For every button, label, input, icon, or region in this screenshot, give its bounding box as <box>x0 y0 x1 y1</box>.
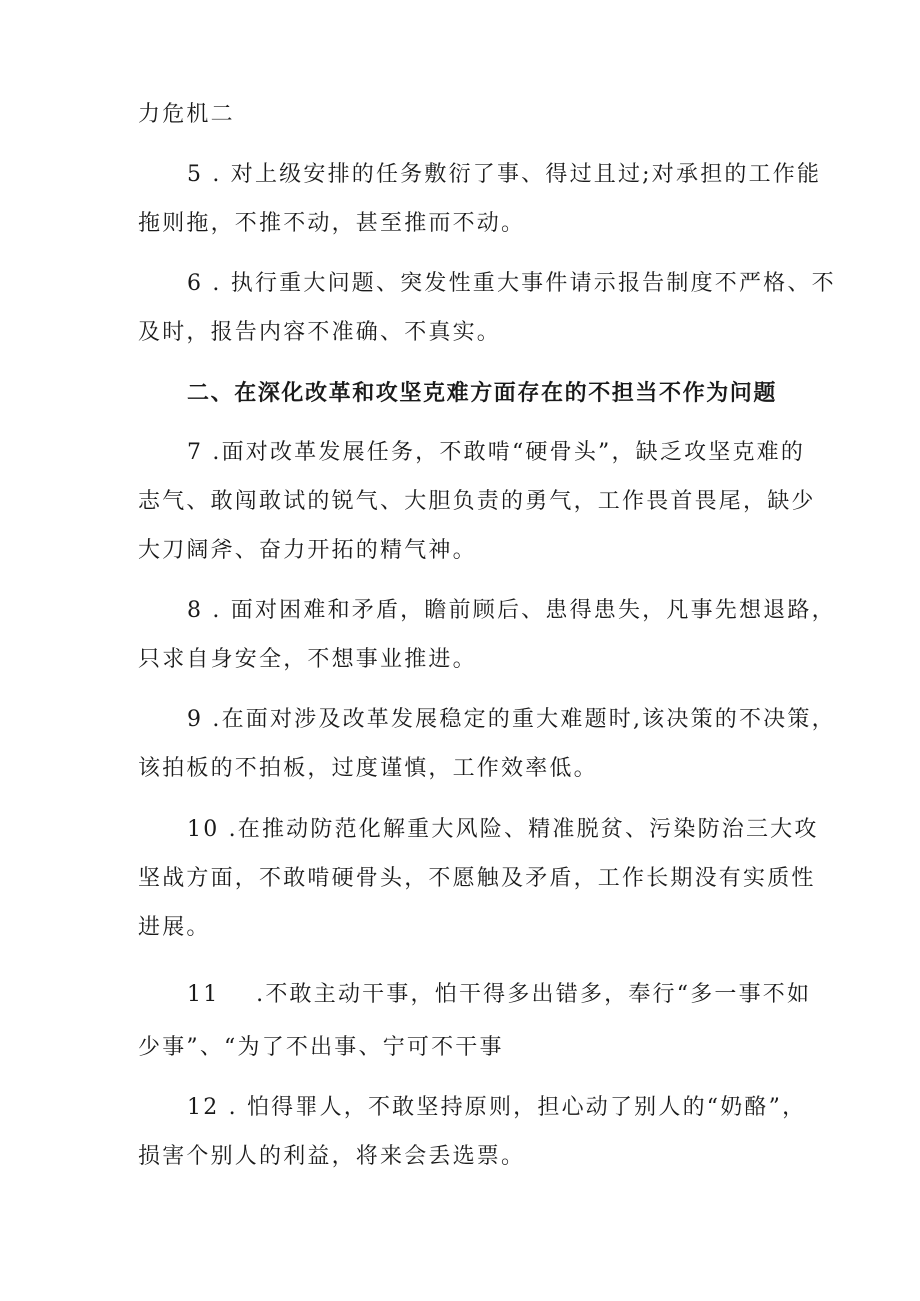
paragraph-line: 12 . 怕得罪人，不敢坚持原则，担心动了别人的“奶酪”， <box>187 1095 807 1120</box>
paragraph-line: 少事”、“为了不出事、宁可不干事 <box>138 1035 504 1060</box>
paragraph-line: 10 .在推动防范化解重大风险、精准脱贫、污染防治三大攻 <box>187 817 819 842</box>
paragraph-line: 志气、敢闯敢试的锐气、大胆负责的勇气，工作畏首畏尾，缺少 <box>138 489 816 514</box>
paragraph-line: 只求自身安全，不想事业推进。 <box>138 647 477 672</box>
paragraph-line: 坚战方面，不敢啃硬骨头，不愿触及矛盾，工作长期没有实质性 <box>138 866 816 891</box>
paragraph-line: 7 .面对改革发展任务，不敢啃“硬骨头”，缺乏攻坚克难的 <box>187 440 806 465</box>
paragraph-line: 该拍板的不拍板，过度谨慎，工作效率低。 <box>138 756 598 781</box>
paragraph-line: 拖则拖，不推不动，甚至推而不动。 <box>138 211 526 236</box>
paragraph-line: 8 . 面对困难和矛盾，瞻前顾后、患得患失，凡事先想退路， <box>187 598 836 623</box>
paragraph-line: 大刀阔斧、奋力开拓的精气神。 <box>138 538 477 563</box>
paragraph-line: 9 .在面对涉及改革发展稳定的重大难题时,该决策的不决策， <box>187 707 836 732</box>
paragraph-line: 及时，报告内容不准确、不真实。 <box>138 320 502 345</box>
paragraph-line: 5 . 对上级安排的任务敷衍了事、得过且过;对承担的工作能 <box>187 162 822 187</box>
paragraph-line: 11 .不敢主动干事，怕干得多出错多，奉行“多一事不如 <box>187 982 812 1007</box>
paragraph-line: 损害个别人的利益，将来会丢选票。 <box>138 1144 526 1169</box>
paragraph-fragment: 力危机二 <box>138 102 235 127</box>
paragraph-line: 6 . 执行重大问题、突发性重大事件请示报告制度不严格、不 <box>187 271 836 296</box>
section-heading: 二、在深化改革和攻坚克难方面存在的不担当不作为问题 <box>187 380 778 406</box>
paragraph-line: 进展。 <box>138 915 211 940</box>
